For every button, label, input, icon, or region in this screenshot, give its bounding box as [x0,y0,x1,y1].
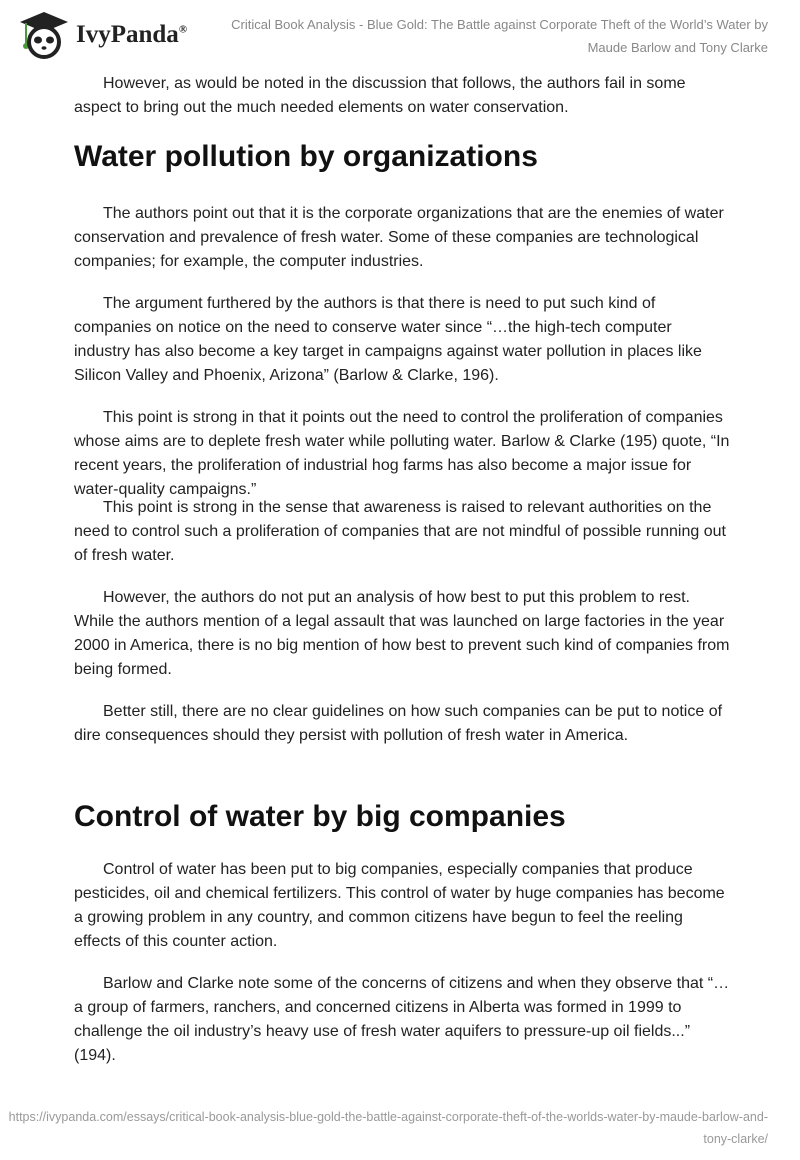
paragraph: This point is strong in that it points out the need to control the proliferation of companies whose aims are to deplete fresh water while polluting water. Barlow & Clarke (195) quote, “In recent years, the proliferation of industrial hog farms has also become a major issue for water-quality campaigns.” [74,409,730,498]
paragraph: Barlow and Clarke note some of the concerns of citizens and when they observe that “…a group of farmers, ranchers, and concerned citizens in Alberta was formed in 1999 to challenge the oil industry’s heavy use of fresh water aquifers to pressure-up oil fields...” (194). [74,975,730,1064]
paragraph: The argument furthered by the authors is that there is need to put such kind of companies on notice on the need to conserve water since “…the high-tech computer industry has also become a key target in campaigns against water pollution in places like Silicon Valley and Phoenix, Arizona” (Barlow & Clarke, 196). [74,295,702,384]
panda-graduate-icon [18,10,70,60]
paragraph: Better still, there are no clear guidelines on how such companies can be put to notice of dire consequences should they persist with pollution of fresh water in America. [74,703,723,744]
document-title: Critical Book Analysis - Blue Gold: The Battle against Corporate Theft of the World’s Water by Maude Barlow and Tony Clarke [231,17,768,55]
paragraph: However, as would be noted in the discussion that follows, the authors fail in some aspect to bring out the much needed elements on water conservation. [74,75,686,116]
paragraph: Control of water has been put to big companies, especially companies that produce pesticides, oil and chemical fertilizers. This control of water by huge companies has become a growing problem in any country, and common citizens have begun to feel the reeling effects of this counter action. [74,861,725,950]
paragraph: This point is strong in the sense that awareness is raised to relevant authorities on the need to control such a proliferation of companies that are not mindful of possible running out of fresh water. [74,499,726,564]
source-url[interactable]: https://ivypanda.com/essays/critical-book-analysis-blue-gold-the-battle-against-corporate-theft-of-the-worlds-water-by-maude-barlow-and-tony-clarke/ [8,1110,768,1146]
ivypanda-logo[interactable] [18,10,187,60]
section-heading: Control of water by big companies [74,800,566,833]
registered-mark: ® [178,23,188,36]
paragraph: However, the authors do not put an analysis of how best to put this problem to rest. While the authors mention of a legal assault that was launched on large factories in the year 2000 in America, there is no big mention of how best to prevent such kind of companies from being formed. [74,589,730,678]
paragraph: The authors point out that it is the corporate organizations that are the enemies of water conservation and prevalence of fresh water. Some of these companies are technological companies; for example, the computer industries. [74,205,724,270]
logo-text: IvyPanda [76,21,179,48]
section-heading: Water pollution by organizations [74,140,538,173]
